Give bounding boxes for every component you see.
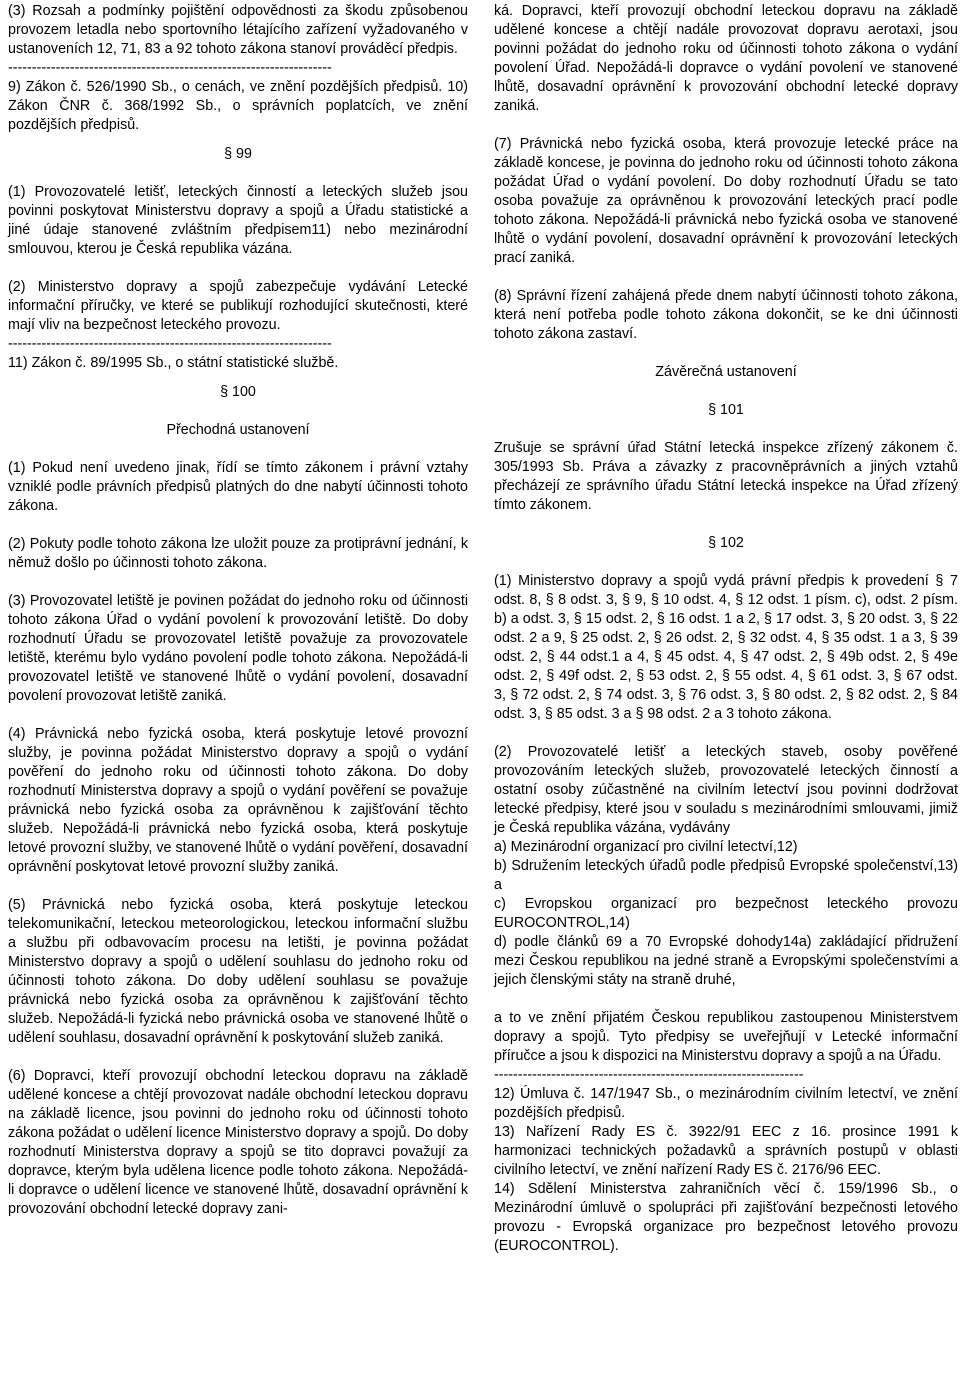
separator-line: -------------------------------------------------------------------- <box>8 336 332 352</box>
paragraph-100-8: (8) Správní řízení zahájená přede dnem nabytí účinnosti tohoto zákona, která není potřeba podle tohoto zákona dokončit, se ke dni účinnosti tohoto zákona zastaví. <box>494 288 958 342</box>
footnote-12: 12) Úmluva č. 147/1947 Sb., o mezinárodním civilním letectví, ve znění pozdějších předpisů. <box>494 1086 958 1121</box>
list-item-b: b) Sdružením leteckých úřadů podle předpisů Evropské společenství,13) a <box>494 858 958 893</box>
list-item-a: a) Mezinárodní organizací pro civilní letectví,12) <box>494 839 798 855</box>
paragraph-99-3: (3) Rozsah a podmínky pojištění odpovědnosti za škodu způsobenou provozem letadla nebo sportovního létajícího zařízení vyžadovaného v ustanoveních 12, 71, 83 a 92 tohoto zákona stanoví prováděcí předpis. <box>8 3 468 57</box>
right-column <box>494 2 958 1256</box>
footnote-13: 13) Nařízení Rady ES č. 3922/91 EEC z 16. prosince 1991 k harmonizaci technických požadavků a správních postupů v oblasti civilního letectví, ve znění nařízení Rady ES č. 2176/96 EEC. <box>494 1124 958 1178</box>
separator-line: -------------------------------------------------------------------- <box>8 60 332 76</box>
paragraph-100-5: (5) Právnická nebo fyzická osoba, která poskytuje leteckou telekomunikační, leteckou meteorologickou, leteckou informační službu a službu při odbavovacím procesu na letišti, je povinna požádat Ministerstvo dopravy a spojů o udělení souhlasu do jednoho roku od účinnosti tohoto zákona. Do doby udělení souhlasu se považuje právnická nebo fyzická osoba za oprávněnou k zajišťování těchto služeb. Nepožádá-li fyzická nebo právnická osoba ve stanovené lhůtě o udělení souhlasu, dosavadní oprávnění k poskytování služeb zaniká. <box>8 897 468 1046</box>
paragraph-100-7: (7) Právnická nebo fyzická osoba, která provozuje letecké práce na základě koncese, je povinna do jednoho roku od účinnosti tohoto zákona požádat Úřad o vydání povolení. Do doby rozhodnutí Úřadu se tato osoba považuje za oprávněnou k provozování leteckých prací podle tohoto zákona. Nepožádá-li právnická nebo fyzická osoba ve stanovené lhůtě o vydání povolení, dosavadní oprávnění k provozování leteckých prací zaniká. <box>494 136 958 266</box>
paragraph-99-2: (2) Ministerstvo dopravy a spojů zabezpečuje vydávání Letecké informační příručky, ve které se publikují rozhodující skutečnosti, které mají vliv na bezpečnost leteckého provozu. <box>8 279 468 333</box>
paragraph-100-6-continued: ká. Dopravci, kteří provozují obchodní leteckou dopravu na základě udělené koncese a chtějí nadále provozovat dopravu aerotaxi, jsou povinni požádat do jednoho roku od účinnosti tohoto zákona o vydání povolení Úřad. Nepožádá-li dopravce o vydání povolení ve stanovené lhůtě, dosavadní oprávnění k provozování obchodní letecké dopravy zaniká. <box>494 3 958 114</box>
paragraph-100-6: (6) Dopravci, kteří provozují obchodní leteckou dopravu na základě udělené koncese a chtějí provozovat nadále obchodní leteckou dopravu na základě licence, jsou povinni do jednoho roku od účinnosti tohoto zákona požádat o udělení licence Ministerstvo dopravy a spojů. Do doby rozhodnutí Ministerstva dopravy a spojů se tito dopravci považují za dopravce, kterým byla udělena licence podle tohoto zákona. Nepožádá-li dopravce o udělení licence ve stanovené lhůtě, dosavadní oprávnění k provozování obchodní letecké dopravy zani- <box>8 1068 468 1217</box>
paragraph-100-2: (2) Pokuty podle tohoto zákona lze uložit pouze za protiprávní jednání, k němuž došlo po účinnosti tohoto zákona. <box>8 536 468 571</box>
paragraph-100-1: (1) Pokud není uvedeno jinak, řídí se tímto zákonem i právní vztahy vzniklé podle právních předpisů platných do dne nabytí účinnosti tohoto zákona. <box>8 460 468 514</box>
footnote-14: 14) Sdělení Ministerstva zahraničních věcí č. 159/1996 Sb., o Mezinárodní úmluvě o spolupráci při zajišťování bezpečnosti letového provozu - Evropská organizace pro bezpečnost letového provozu (EUROCONTROL). <box>494 1181 958 1254</box>
footnote-9-10: 9) Zákon č. 526/1990 Sb., o cenách, ve znění pozdějších předpisů. 10) Zákon ČNR č. 368/1992 Sb., o správních poplatcích, ve znění pozdějších předpisů. <box>8 79 468 133</box>
list-item-c: c) Evropskou organizací pro bezpečnost leteckého provozu EUROCONTROL,14) <box>494 896 958 931</box>
section-100-heading: § 100 <box>220 384 256 400</box>
separator-line: ----------------------------------------------------------------- <box>494 1067 804 1083</box>
left-column <box>8 2 468 1219</box>
list-item-d: d) podle článků 69 a 70 Evropské dohody14a) zakládající přidružení mezi Českou republikou na jedné straně a Evropskými společenstvími a jejich členskými státy na straně druhé, <box>494 934 958 988</box>
paragraph-102-1: (1) Ministerstvo dopravy a spojů vydá právní předpis k provedení § 7 odst. 8, § 8 odst. 3, § 9, § 10 odst. 4, § 12 odst. 1 písm. c), odst. 2 písm. b) a odst. 3, § 15 odst. 2, § 16 odst. 1 a 2, § 17 odst. 3, § 20 odst. 3, § 22 odst. 2 a 9, § 25 odst. 2, § 26 odst. 2, § 32 odst. 4, § 35 odst. 1 a 3, § 39 odst. 2, § 44 odst.1 a 4, § 45 odst. 4, § 47 odst. 2, § 49b odst. 2, § 49e odst. 2, § 49f odst. 2, § 53 odst. 2, § 55 odst. 4, § 61 odst. 3, § 67 odst. 3, § 72 odst. 2, § 74 odst. 3, § 76 odst. 3, § 80 odst. 2, § 82 odst. 2, § 84 odst. 3, § 85 odst. 3 a § 98 odst. 2 a 3 tohoto zákona. <box>494 573 958 722</box>
paragraph-100-3: (3) Provozovatel letiště je povinen požádat do jednoho roku od účinnosti tohoto zákona Úřad o vydání povolení k provozování letiště. Do doby rozhodnutí Úřadu se provozovatel letiště považuje za provozovatele letiště, kterému bylo vydáno povolení podle tohoto zákona. Nepožádá-li provozovatel letiště ve stanovené lhůtě o vydání povolení, dosavadní povolení provozovat letiště zaniká. <box>8 593 468 704</box>
paragraph-100-4: (4) Právnická nebo fyzická osoba, která poskytuje letové provozní služby, je povinna požádat Ministerstvo dopravy a spojů o vydání pověření do jednoho roku od účinnosti tohoto zákona. Do doby rozhodnutí Ministerstva dopravy a spojů o vydání pověření se považuje právnická nebo fyzická osoba za oprávněnou k zajišťování těchto služeb. Nepožádá-li právnická nebo fyzická osoba, která poskytuje letové provozní služby, ve stanovené lhůtě o vydání pověření, dosavadní oprávnění poskytovat letové provozní služby zaniká. <box>8 726 468 875</box>
footnote-11: 11) Zákon č. 89/1995 Sb., o státní statistické službě. <box>8 355 339 371</box>
paragraph-99-1: (1) Provozovatelé letišť, leteckých činností a leteckých služeb jsou povinni poskytovat Ministerstvu dopravy a spojů a Úřadu statistické a jiné údaje stanovené zvláštním předpisem11) nebo mezinárodní smlouvou, kterou je Česká republika vázána. <box>8 184 468 257</box>
final-provisions-heading: Závěrečná ustanovení <box>655 364 797 380</box>
paragraph-101: Zrušuje se správní úřad Státní letecká inspekce zřízený zákonem č. 305/1993 Sb. Práva a závazky z pracovněprávních a jiných vztahů přecházejí ze správního úřadu Státní letecká inspekce na Úřad zřízený tímto zákonem. <box>494 440 958 513</box>
paragraph-102-2: (2) Provozovatelé letišť a leteckých staveb, osoby pověřené provozováním leteckých služeb, provozovatelé leteckých činností a ostatní osoby zúčastněné na civilním letectví jsou povinni dodržovat letecké předpisy, které jsou v souladu s mezinárodními smlouvami, jimiž je Česká republika vázána, vydávány <box>494 744 958 836</box>
paragraph-102-tail: a to ve znění přijatém Českou republikou zastoupenou Ministerstvem dopravy a spojů. Tyto předpisy se uveřejňují v Letecké informační příručce a jsou k dispozici na Ministerstvu dopravy a spojů a na Úřadu. <box>494 1010 958 1064</box>
section-99-heading: § 99 <box>224 146 252 162</box>
section-102-heading: § 102 <box>708 535 744 551</box>
section-101-heading: § 101 <box>708 402 744 418</box>
transitional-provisions-heading: Přechodná ustanovení <box>166 422 310 438</box>
